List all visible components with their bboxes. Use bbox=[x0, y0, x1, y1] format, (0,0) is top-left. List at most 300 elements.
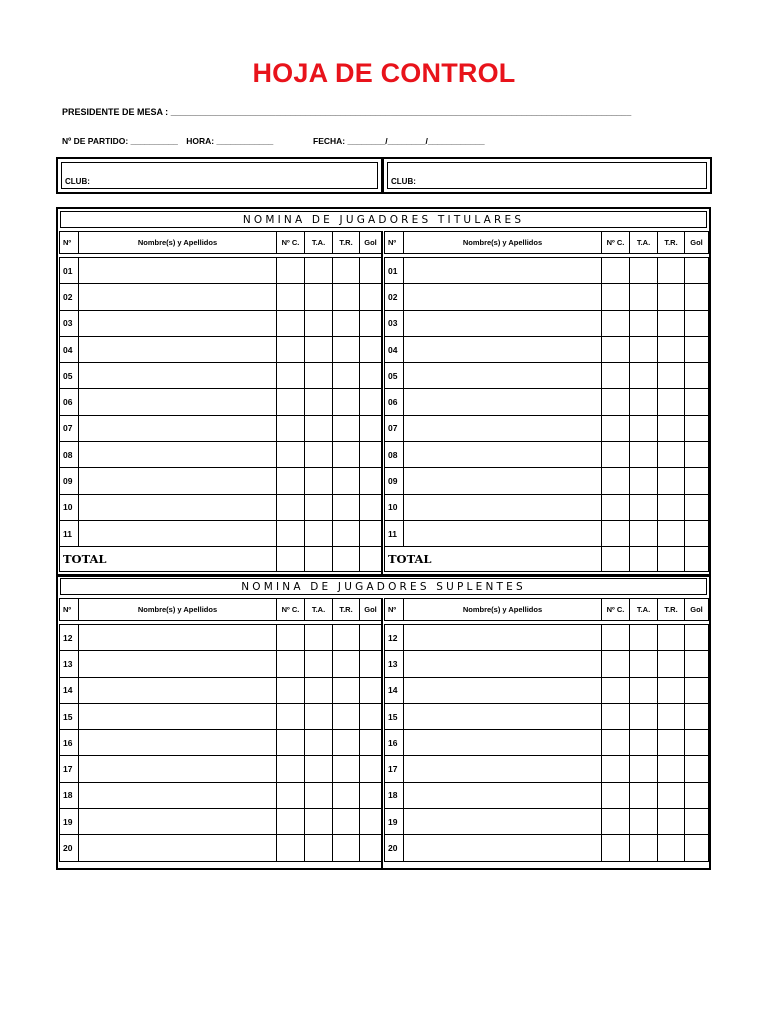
player-ta-cell[interactable] bbox=[305, 835, 333, 861]
total-ta-cell[interactable] bbox=[305, 547, 333, 572]
player-gol-cell[interactable] bbox=[360, 520, 382, 546]
player-ta-cell[interactable] bbox=[305, 809, 333, 835]
player-tr-cell[interactable] bbox=[658, 284, 685, 310]
player-nc-cell[interactable] bbox=[277, 389, 305, 415]
player-number: 17 bbox=[385, 756, 404, 782]
player-nc-cell[interactable] bbox=[602, 809, 630, 835]
player-name-cell[interactable] bbox=[79, 415, 277, 441]
column-header-row bbox=[385, 599, 709, 621]
player-gol-cell[interactable] bbox=[360, 336, 382, 362]
titulares-divider bbox=[381, 231, 383, 575]
player-tr-cell[interactable] bbox=[333, 363, 360, 389]
player-row bbox=[60, 809, 382, 835]
player-tr-cell[interactable] bbox=[658, 677, 685, 703]
player-tr-cell[interactable] bbox=[333, 442, 360, 468]
player-name-cell[interactable] bbox=[79, 677, 277, 703]
player-name-cell[interactable] bbox=[404, 730, 602, 756]
player-row bbox=[385, 389, 709, 415]
titulares-left-table bbox=[59, 231, 382, 572]
player-tr-cell[interactable] bbox=[333, 520, 360, 546]
player-ta-cell[interactable] bbox=[630, 494, 658, 520]
player-nc-cell[interactable] bbox=[277, 468, 305, 494]
player-nc-cell[interactable] bbox=[602, 415, 630, 441]
player-gol-cell[interactable] bbox=[360, 258, 382, 284]
player-number: 11 bbox=[60, 520, 79, 546]
fecha-row bbox=[313, 136, 485, 146]
player-row bbox=[385, 730, 709, 756]
player-name-cell[interactable] bbox=[79, 520, 277, 546]
player-tr-cell[interactable] bbox=[333, 336, 360, 362]
total-tr-cell[interactable] bbox=[658, 547, 685, 572]
fecha-label: FECHA: bbox=[313, 136, 346, 146]
player-ta-cell[interactable] bbox=[305, 651, 333, 677]
player-number: 16 bbox=[60, 730, 79, 756]
player-tr-cell[interactable] bbox=[333, 389, 360, 415]
player-ta-cell[interactable] bbox=[305, 677, 333, 703]
total-tr-cell[interactable] bbox=[333, 547, 360, 572]
player-number: 13 bbox=[385, 651, 404, 677]
player-gol-cell[interactable] bbox=[360, 284, 382, 310]
player-name-cell[interactable] bbox=[79, 389, 277, 415]
player-name-cell[interactable] bbox=[79, 258, 277, 284]
player-tr-cell[interactable] bbox=[658, 363, 685, 389]
column-header-gol: Gol bbox=[360, 599, 382, 621]
column-header-tr: T.R. bbox=[658, 599, 685, 621]
player-tr-cell[interactable] bbox=[333, 258, 360, 284]
partido-label: Nº DE PARTIDO: bbox=[62, 136, 129, 146]
player-row bbox=[60, 625, 382, 651]
player-gol-cell[interactable] bbox=[360, 494, 382, 520]
player-number: 19 bbox=[60, 809, 79, 835]
player-nc-cell[interactable] bbox=[602, 520, 630, 546]
player-ta-cell[interactable] bbox=[630, 468, 658, 494]
player-nc-cell[interactable] bbox=[602, 756, 630, 782]
player-nc-cell[interactable] bbox=[602, 651, 630, 677]
partido-field[interactable]: __________ bbox=[130, 136, 178, 146]
player-tr-cell[interactable] bbox=[658, 494, 685, 520]
suplentes-right-table bbox=[384, 598, 709, 862]
player-row bbox=[385, 310, 709, 336]
total-nc-cell[interactable] bbox=[602, 547, 630, 572]
player-number: 02 bbox=[60, 284, 79, 310]
player-nc-cell[interactable] bbox=[602, 310, 630, 336]
player-nc-cell[interactable] bbox=[277, 442, 305, 468]
player-row bbox=[385, 494, 709, 520]
player-gol-cell[interactable] bbox=[685, 651, 709, 677]
column-header-nc: Nº C. bbox=[277, 599, 305, 621]
player-nc-cell[interactable] bbox=[602, 258, 630, 284]
player-nc-cell[interactable] bbox=[602, 468, 630, 494]
player-nc-cell[interactable] bbox=[602, 284, 630, 310]
player-nc-cell[interactable] bbox=[277, 415, 305, 441]
player-row bbox=[60, 310, 382, 336]
player-name-cell[interactable] bbox=[404, 756, 602, 782]
player-nc-cell[interactable] bbox=[277, 310, 305, 336]
player-tr-cell[interactable] bbox=[658, 703, 685, 729]
fecha-field[interactable]: ________/________/____________ bbox=[347, 136, 485, 146]
player-row bbox=[385, 782, 709, 808]
player-nc-cell[interactable] bbox=[277, 625, 305, 651]
player-ta-cell[interactable] bbox=[630, 363, 658, 389]
player-gol-cell[interactable] bbox=[360, 835, 382, 861]
player-name-cell[interactable] bbox=[404, 494, 602, 520]
column-header-name: Nombre(s) y Apellidos bbox=[404, 599, 602, 621]
column-header-ta: T.A. bbox=[630, 599, 658, 621]
player-ta-cell[interactable] bbox=[305, 494, 333, 520]
player-name-cell[interactable] bbox=[79, 284, 277, 310]
player-gol-cell[interactable] bbox=[685, 284, 709, 310]
player-name-cell[interactable] bbox=[404, 389, 602, 415]
player-tr-cell[interactable] bbox=[333, 284, 360, 310]
player-gol-cell[interactable] bbox=[685, 389, 709, 415]
player-row bbox=[60, 756, 382, 782]
player-ta-cell[interactable] bbox=[630, 442, 658, 468]
player-name-cell[interactable] bbox=[79, 651, 277, 677]
player-gol-cell[interactable] bbox=[685, 336, 709, 362]
player-name-cell[interactable] bbox=[79, 494, 277, 520]
player-tr-cell[interactable] bbox=[658, 809, 685, 835]
player-number: 06 bbox=[60, 389, 79, 415]
player-ta-cell[interactable] bbox=[630, 415, 658, 441]
player-gol-cell[interactable] bbox=[685, 442, 709, 468]
player-nc-cell[interactable] bbox=[602, 782, 630, 808]
player-nc-cell[interactable] bbox=[602, 677, 630, 703]
player-ta-cell[interactable] bbox=[305, 442, 333, 468]
column-header-name: Nombre(s) y Apellidos bbox=[79, 232, 277, 254]
titulares-title: NOMINA DE JUGADORES TITULARES bbox=[60, 211, 707, 228]
player-ta-cell[interactable] bbox=[630, 520, 658, 546]
player-number: 03 bbox=[385, 310, 404, 336]
player-gol-cell[interactable] bbox=[685, 677, 709, 703]
player-tr-cell[interactable] bbox=[333, 310, 360, 336]
player-name-cell[interactable] bbox=[404, 442, 602, 468]
player-row bbox=[385, 625, 709, 651]
player-tr-cell[interactable] bbox=[333, 730, 360, 756]
player-number: 10 bbox=[385, 494, 404, 520]
player-name-cell[interactable] bbox=[404, 468, 602, 494]
player-gol-cell[interactable] bbox=[360, 756, 382, 782]
player-gol-cell[interactable] bbox=[360, 730, 382, 756]
player-tr-cell[interactable] bbox=[333, 494, 360, 520]
player-ta-cell[interactable] bbox=[305, 625, 333, 651]
player-name-cell[interactable] bbox=[404, 284, 602, 310]
player-row bbox=[385, 520, 709, 546]
player-name-cell[interactable] bbox=[79, 442, 277, 468]
player-ta-cell[interactable] bbox=[305, 520, 333, 546]
player-tr-cell[interactable] bbox=[658, 415, 685, 441]
player-number: 04 bbox=[385, 336, 404, 362]
player-nc-cell[interactable] bbox=[277, 284, 305, 310]
column-header-tr: T.R. bbox=[658, 232, 685, 254]
player-gol-cell[interactable] bbox=[360, 415, 382, 441]
player-gol-cell[interactable] bbox=[685, 782, 709, 808]
player-gol-cell[interactable] bbox=[685, 258, 709, 284]
player-gol-cell[interactable] bbox=[685, 520, 709, 546]
player-name-cell[interactable] bbox=[404, 336, 602, 362]
player-gol-cell[interactable] bbox=[685, 363, 709, 389]
player-row bbox=[60, 258, 382, 284]
player-row bbox=[385, 415, 709, 441]
player-name-cell[interactable] bbox=[404, 782, 602, 808]
player-ta-cell[interactable] bbox=[305, 782, 333, 808]
player-name-cell[interactable] bbox=[404, 310, 602, 336]
player-tr-cell[interactable] bbox=[658, 442, 685, 468]
player-tr-cell[interactable] bbox=[658, 310, 685, 336]
player-nc-cell[interactable] bbox=[277, 730, 305, 756]
player-tr-cell[interactable] bbox=[333, 782, 360, 808]
player-tr-cell[interactable] bbox=[333, 703, 360, 729]
player-row bbox=[385, 442, 709, 468]
column-header-gol: Gol bbox=[360, 232, 382, 254]
suplentes-title: NOMINA DE JUGADORES SUPLENTES bbox=[60, 578, 707, 595]
player-name-cell[interactable] bbox=[404, 651, 602, 677]
player-row bbox=[60, 651, 382, 677]
player-nc-cell[interactable] bbox=[277, 336, 305, 362]
player-ta-cell[interactable] bbox=[630, 625, 658, 651]
player-gol-cell[interactable] bbox=[685, 625, 709, 651]
player-ta-cell[interactable] bbox=[630, 389, 658, 415]
player-ta-cell[interactable] bbox=[630, 730, 658, 756]
player-ta-cell[interactable] bbox=[305, 336, 333, 362]
player-tr-cell[interactable] bbox=[333, 651, 360, 677]
player-tr-cell[interactable] bbox=[333, 809, 360, 835]
player-gol-cell[interactable] bbox=[685, 310, 709, 336]
player-name-cell[interactable] bbox=[404, 258, 602, 284]
player-row bbox=[385, 677, 709, 703]
player-row bbox=[60, 415, 382, 441]
player-nc-cell[interactable] bbox=[602, 363, 630, 389]
player-nc-cell[interactable] bbox=[602, 389, 630, 415]
presidente-label: PRESIDENTE DE MESA : bbox=[62, 107, 169, 117]
column-header-num: Nº bbox=[385, 599, 404, 621]
column-header-name: Nombre(s) y Apellidos bbox=[404, 232, 602, 254]
player-tr-cell[interactable] bbox=[333, 468, 360, 494]
player-name-cell[interactable] bbox=[79, 310, 277, 336]
column-header-gol: Gol bbox=[685, 232, 709, 254]
player-gol-cell[interactable] bbox=[360, 809, 382, 835]
player-ta-cell[interactable] bbox=[630, 310, 658, 336]
player-row bbox=[385, 756, 709, 782]
player-tr-cell[interactable] bbox=[333, 415, 360, 441]
player-ta-cell[interactable] bbox=[305, 730, 333, 756]
player-name-cell[interactable] bbox=[79, 809, 277, 835]
player-row bbox=[385, 703, 709, 729]
player-name-cell[interactable] bbox=[79, 756, 277, 782]
player-ta-cell[interactable] bbox=[305, 468, 333, 494]
player-ta-cell[interactable] bbox=[630, 284, 658, 310]
club-right-box bbox=[382, 157, 712, 194]
player-tr-cell[interactable] bbox=[658, 625, 685, 651]
player-number: 05 bbox=[385, 363, 404, 389]
titulares-right-table bbox=[384, 231, 709, 572]
club-left-box bbox=[56, 157, 383, 194]
player-tr-cell[interactable] bbox=[658, 835, 685, 861]
player-name-cell[interactable] bbox=[404, 835, 602, 861]
total-gol-cell[interactable] bbox=[685, 547, 709, 572]
player-ta-cell[interactable] bbox=[630, 336, 658, 362]
player-nc-cell[interactable] bbox=[277, 520, 305, 546]
suplentes-left-table bbox=[59, 598, 382, 862]
player-name-cell[interactable] bbox=[79, 782, 277, 808]
player-number: 14 bbox=[385, 677, 404, 703]
player-ta-cell[interactable] bbox=[305, 756, 333, 782]
player-gol-cell[interactable] bbox=[360, 442, 382, 468]
player-name-cell[interactable] bbox=[79, 468, 277, 494]
player-number: 04 bbox=[60, 336, 79, 362]
player-name-cell[interactable] bbox=[79, 835, 277, 861]
hora-field[interactable]: ____________ bbox=[216, 136, 274, 146]
player-nc-cell[interactable] bbox=[602, 625, 630, 651]
player-number: 14 bbox=[60, 677, 79, 703]
player-gol-cell[interactable] bbox=[360, 677, 382, 703]
player-number: 01 bbox=[385, 258, 404, 284]
player-nc-cell[interactable] bbox=[602, 442, 630, 468]
player-gol-cell[interactable] bbox=[685, 703, 709, 729]
player-nc-cell[interactable] bbox=[277, 835, 305, 861]
player-nc-cell[interactable] bbox=[602, 494, 630, 520]
total-label: TOTAL bbox=[385, 547, 602, 572]
suplentes-divider bbox=[381, 598, 383, 868]
player-gol-cell[interactable] bbox=[360, 310, 382, 336]
player-ta-cell[interactable] bbox=[305, 415, 333, 441]
player-tr-cell[interactable] bbox=[333, 756, 360, 782]
player-name-cell[interactable] bbox=[404, 363, 602, 389]
player-tr-cell[interactable] bbox=[658, 730, 685, 756]
player-name-cell[interactable] bbox=[404, 415, 602, 441]
player-nc-cell[interactable] bbox=[277, 363, 305, 389]
player-name-cell[interactable] bbox=[79, 730, 277, 756]
player-ta-cell[interactable] bbox=[630, 782, 658, 808]
player-row bbox=[60, 730, 382, 756]
player-ta-cell[interactable] bbox=[630, 651, 658, 677]
player-row bbox=[60, 835, 382, 861]
player-ta-cell[interactable] bbox=[305, 258, 333, 284]
player-ta-cell[interactable] bbox=[630, 677, 658, 703]
column-header-num: Nº bbox=[60, 232, 79, 254]
player-name-cell[interactable] bbox=[79, 336, 277, 362]
player-tr-cell[interactable] bbox=[658, 336, 685, 362]
player-ta-cell[interactable] bbox=[630, 809, 658, 835]
player-gol-cell[interactable] bbox=[685, 835, 709, 861]
player-nc-cell[interactable] bbox=[602, 336, 630, 362]
player-number: 16 bbox=[385, 730, 404, 756]
player-ta-cell[interactable] bbox=[630, 258, 658, 284]
total-ta-cell[interactable] bbox=[630, 547, 658, 572]
player-name-cell[interactable] bbox=[404, 625, 602, 651]
player-nc-cell[interactable] bbox=[277, 494, 305, 520]
player-gol-cell[interactable] bbox=[360, 389, 382, 415]
player-tr-cell[interactable] bbox=[658, 258, 685, 284]
player-tr-cell[interactable] bbox=[658, 782, 685, 808]
column-header-row bbox=[385, 232, 709, 254]
player-number: 07 bbox=[385, 415, 404, 441]
player-number: 15 bbox=[385, 703, 404, 729]
player-name-cell[interactable] bbox=[79, 625, 277, 651]
player-gol-cell[interactable] bbox=[360, 703, 382, 729]
player-ta-cell[interactable] bbox=[305, 703, 333, 729]
player-row bbox=[385, 336, 709, 362]
player-ta-cell[interactable] bbox=[305, 363, 333, 389]
column-header-nc: Nº C. bbox=[602, 599, 630, 621]
player-tr-cell[interactable] bbox=[333, 835, 360, 861]
player-row bbox=[60, 363, 382, 389]
player-ta-cell[interactable] bbox=[630, 703, 658, 729]
player-nc-cell[interactable] bbox=[277, 703, 305, 729]
column-header-row bbox=[60, 232, 382, 254]
player-number: 11 bbox=[385, 520, 404, 546]
player-name-cell[interactable] bbox=[79, 703, 277, 729]
player-gol-cell[interactable] bbox=[360, 651, 382, 677]
player-nc-cell[interactable] bbox=[277, 258, 305, 284]
total-row bbox=[385, 547, 709, 572]
total-gol-cell[interactable] bbox=[360, 547, 382, 572]
player-gol-cell[interactable] bbox=[360, 468, 382, 494]
player-row bbox=[60, 389, 382, 415]
player-tr-cell[interactable] bbox=[658, 389, 685, 415]
player-name-cell[interactable] bbox=[404, 703, 602, 729]
club-left-field[interactable]: CLUB: bbox=[61, 162, 378, 189]
player-ta-cell[interactable] bbox=[305, 389, 333, 415]
player-gol-cell[interactable] bbox=[360, 363, 382, 389]
total-nc-cell[interactable] bbox=[277, 547, 305, 572]
total-row bbox=[60, 547, 382, 572]
column-header-tr: T.R. bbox=[333, 599, 360, 621]
presidente-row bbox=[62, 107, 631, 117]
player-nc-cell[interactable] bbox=[277, 651, 305, 677]
column-header-gol: Gol bbox=[685, 599, 709, 621]
player-tr-cell[interactable] bbox=[658, 468, 685, 494]
player-gol-cell[interactable] bbox=[685, 809, 709, 835]
player-name-cell[interactable] bbox=[404, 809, 602, 835]
player-tr-cell[interactable] bbox=[333, 677, 360, 703]
player-ta-cell[interactable] bbox=[630, 835, 658, 861]
player-tr-cell[interactable] bbox=[333, 625, 360, 651]
player-name-cell[interactable] bbox=[404, 677, 602, 703]
player-number: 20 bbox=[60, 835, 79, 861]
player-row bbox=[385, 258, 709, 284]
presidente-field[interactable]: ____________________________________________________________________________________________ bbox=[170, 107, 632, 117]
player-nc-cell[interactable] bbox=[602, 703, 630, 729]
player-nc-cell[interactable] bbox=[277, 809, 305, 835]
player-name-cell[interactable] bbox=[79, 363, 277, 389]
player-number: 09 bbox=[385, 468, 404, 494]
player-gol-cell[interactable] bbox=[685, 494, 709, 520]
player-number: 08 bbox=[60, 442, 79, 468]
hora-label: HORA: bbox=[186, 136, 215, 146]
player-gol-cell[interactable] bbox=[685, 730, 709, 756]
player-number: 18 bbox=[60, 782, 79, 808]
player-nc-cell[interactable] bbox=[602, 730, 630, 756]
player-nc-cell[interactable] bbox=[277, 782, 305, 808]
club-right-field[interactable]: CLUB: bbox=[387, 162, 707, 189]
player-ta-cell[interactable] bbox=[305, 310, 333, 336]
player-gol-cell[interactable] bbox=[685, 756, 709, 782]
player-row bbox=[60, 677, 382, 703]
player-nc-cell[interactable] bbox=[602, 835, 630, 861]
player-name-cell[interactable] bbox=[404, 520, 602, 546]
player-tr-cell[interactable] bbox=[658, 756, 685, 782]
player-tr-cell[interactable] bbox=[658, 520, 685, 546]
player-nc-cell[interactable] bbox=[277, 756, 305, 782]
player-gol-cell[interactable] bbox=[685, 468, 709, 494]
player-ta-cell[interactable] bbox=[305, 284, 333, 310]
player-gol-cell[interactable] bbox=[360, 625, 382, 651]
player-nc-cell[interactable] bbox=[277, 677, 305, 703]
player-gol-cell[interactable] bbox=[685, 415, 709, 441]
player-ta-cell[interactable] bbox=[630, 756, 658, 782]
player-tr-cell[interactable] bbox=[658, 651, 685, 677]
player-gol-cell[interactable] bbox=[360, 782, 382, 808]
